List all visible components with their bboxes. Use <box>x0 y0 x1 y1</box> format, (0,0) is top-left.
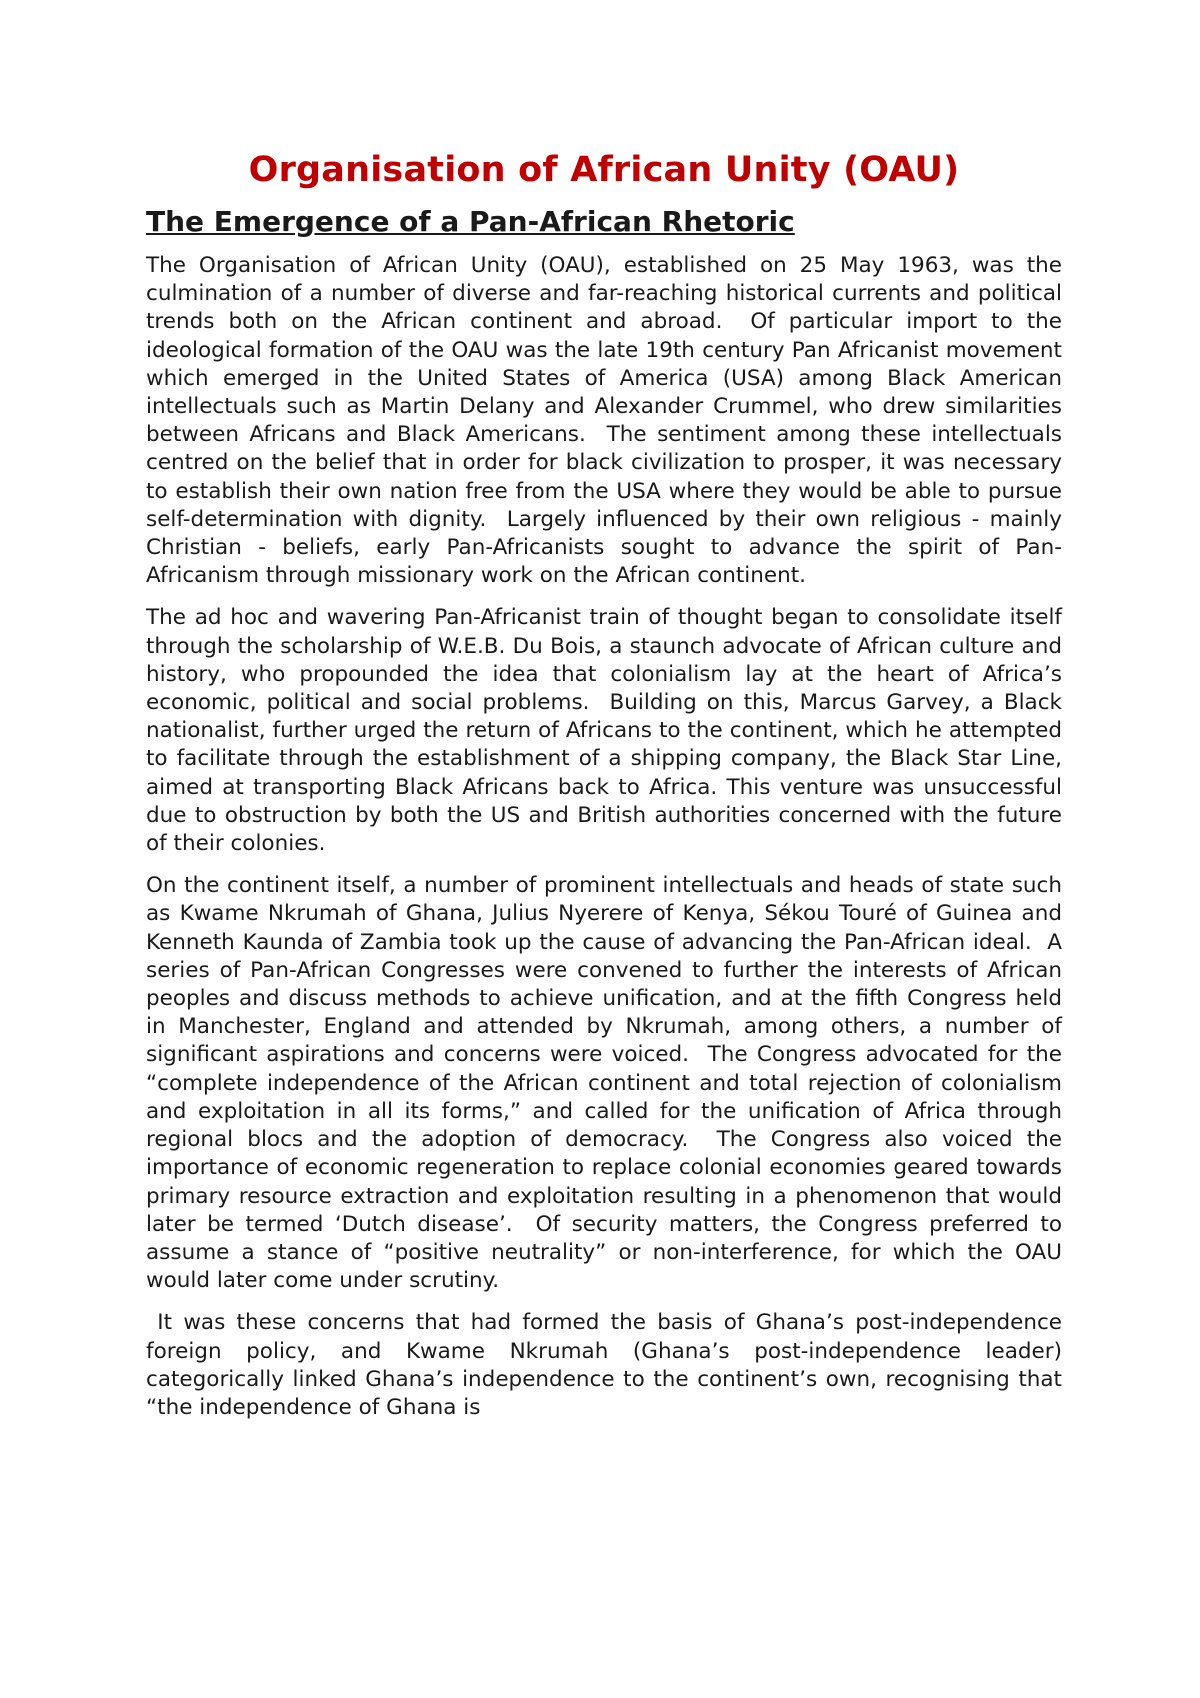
page-title: Organisation of African Unity (OAU) <box>248 150 960 190</box>
paragraph-2: The ad hoc and wavering Pan-Africanist train of thought began to consolidate itself through the scholarship of W.E.B. Du Bois, a staunch advocate of African culture and history, who propounded the idea that colonialism lay at the heart of Africa’s economic, political and social problems. Building on this, Marcus Garvey, a Black nationalist, further urged the return of Africans to the continent, which he attempted to facilitate through the establishment of a shipping company, the Black Star Line, aimed at transporting Black Africans back to Africa. This venture was unsuccessful due to obstruction by both the US and British authorities concerned with the future of their colonies. <box>146 605 1069 857</box>
document-body <box>146 146 1069 1436</box>
paragraph-4: It was these concerns that had formed the basis of Ghana’s post-independence foreign policy, and Kwame Nkrumah (Ghana’s post-independence leader) categorically linked Ghana’s independence to the continent’s own, recognising that “the independence of Ghana is <box>146 1310 1069 1420</box>
paragraph-1: The Organisation of African Unity (OAU), established on 25 May 1963, was the culmination of a number of diverse and far-reaching historical currents and political trends both on the African continent and abroad. Of particular import to the ideological formation of the OAU was the late 19th century Pan Africanist movement which emerged in the United States of America (USA) among Black American intellectuals such as Martin Delany and Alexander Crummel, who drew similarities between Africans and Black Americans. The sentiment among these intellectuals centred on the belief that in order for black civilization to prosper, it was necessary to establish their own nation free from the USA where they would be able to pursue self-determination with dignity. Largely influenced by their own religious - mainly Christian - beliefs, early Pan-Africanists sought to advance the spirit of Pan-Africanism through missionary work on the African continent. <box>146 253 1069 589</box>
section-heading: The Emergence of a Pan-African Rhetoric <box>146 205 795 238</box>
paragraph-3: On the continent itself, a number of prominent intellectuals and heads of state such as Kwame Nkrumah of Ghana, Julius Nyerere of Kenya, Sékou Touré of Guinea and Kenneth Kaunda of Zambia took up the cause of advancing the Pan-African ideal. A series of Pan-African Congresses were convened to further the interests of African peoples and discuss methods to achieve unification, and at the fifth Congress held in Manchester, England and attended by Nkrumah, among others, a number of significant aspirations and concerns were voiced. The Congress advocated for the “complete independence of the African continent and total rejection of colonialism and exploitation in all its forms,” and called for the unification of Africa through regional blocs and the adoption of democracy. The Congress also voiced the importance of economic regeneration to replace colonial economies geared towards primary resource extraction and exploitation resulting in a phenomenon that would later be termed ‘Dutch disease’. Of security matters, the Congress preferred to assume a stance of “positive neutrality” or non-interference, for which the OAU would later come under scrutiny. <box>146 873 1069 1294</box>
